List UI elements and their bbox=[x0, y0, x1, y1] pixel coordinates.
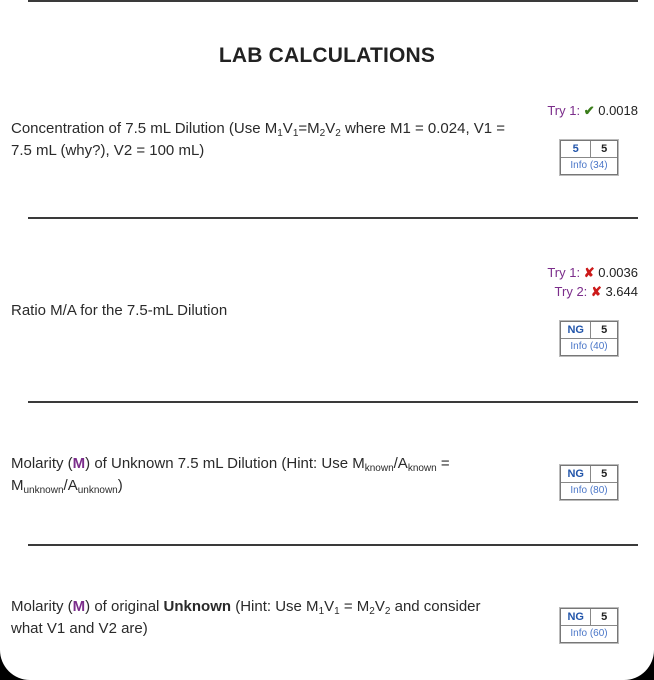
top-divider bbox=[28, 0, 638, 2]
try-row bbox=[547, 282, 638, 301]
try-row bbox=[547, 263, 638, 282]
score-points: 5 bbox=[601, 611, 608, 623]
q2-tries bbox=[547, 263, 638, 301]
q3-score-box bbox=[560, 465, 618, 500]
q3-text: Molarity (M) of Unknown 7.5 mL Dilution (Hint: Use $M_{known}/A_{known}$ = $M_{unknown}/A_{unknown}$) bbox=[11, 455, 450, 496]
info-link[interactable]: Info (34) bbox=[570, 160, 608, 171]
try-label: Try 2: bbox=[554, 284, 588, 299]
q2-score-box bbox=[560, 321, 618, 356]
try-label: Try 1: bbox=[547, 265, 581, 280]
try-value: 0.0036 bbox=[598, 265, 638, 280]
score-status: NG bbox=[561, 609, 591, 625]
divider bbox=[28, 217, 638, 219]
page-title: LAB CALCULATIONS bbox=[218, 44, 436, 67]
cross-icon: ✘ bbox=[590, 284, 602, 299]
q4-score-box bbox=[560, 608, 618, 643]
q1-tries bbox=[547, 101, 638, 120]
try-value: 0.0018 bbox=[598, 103, 638, 118]
score-status: 5 bbox=[561, 141, 591, 157]
divider bbox=[28, 544, 638, 546]
divider bbox=[28, 401, 638, 403]
q2-text: Ratio M/A for the 7.5-mL Dilution bbox=[11, 302, 228, 319]
q1-score-box bbox=[560, 140, 618, 175]
score-points: 5 bbox=[601, 143, 608, 155]
score-points: 5 bbox=[601, 468, 608, 480]
score-points: 5 bbox=[601, 324, 608, 336]
score-status: NG bbox=[561, 322, 591, 338]
info-link[interactable]: Info (80) bbox=[570, 485, 608, 496]
check-icon: ✔ bbox=[583, 103, 595, 118]
try-label: Try 1: bbox=[547, 103, 581, 118]
info-link[interactable]: Info (40) bbox=[570, 341, 608, 352]
info-link[interactable]: Info (60) bbox=[570, 628, 608, 639]
try-value: 3.644 bbox=[605, 284, 638, 299]
q1-text: Concentration of 7.5 mL Dilution (Use $M_1V_1=M_2V_2$ where M1 = 0.024, V1 = 7.5 mL (why?), V2 = 100 mL) bbox=[11, 120, 506, 159]
q4-text: Molarity (M) of original Unknown (Hint: Use $M_1V_1 = M_2V_2$ and consider what V1 and V2 are) bbox=[11, 598, 481, 637]
try-row bbox=[547, 101, 638, 120]
score-status: NG bbox=[561, 466, 591, 482]
cross-icon: ✘ bbox=[583, 265, 595, 280]
